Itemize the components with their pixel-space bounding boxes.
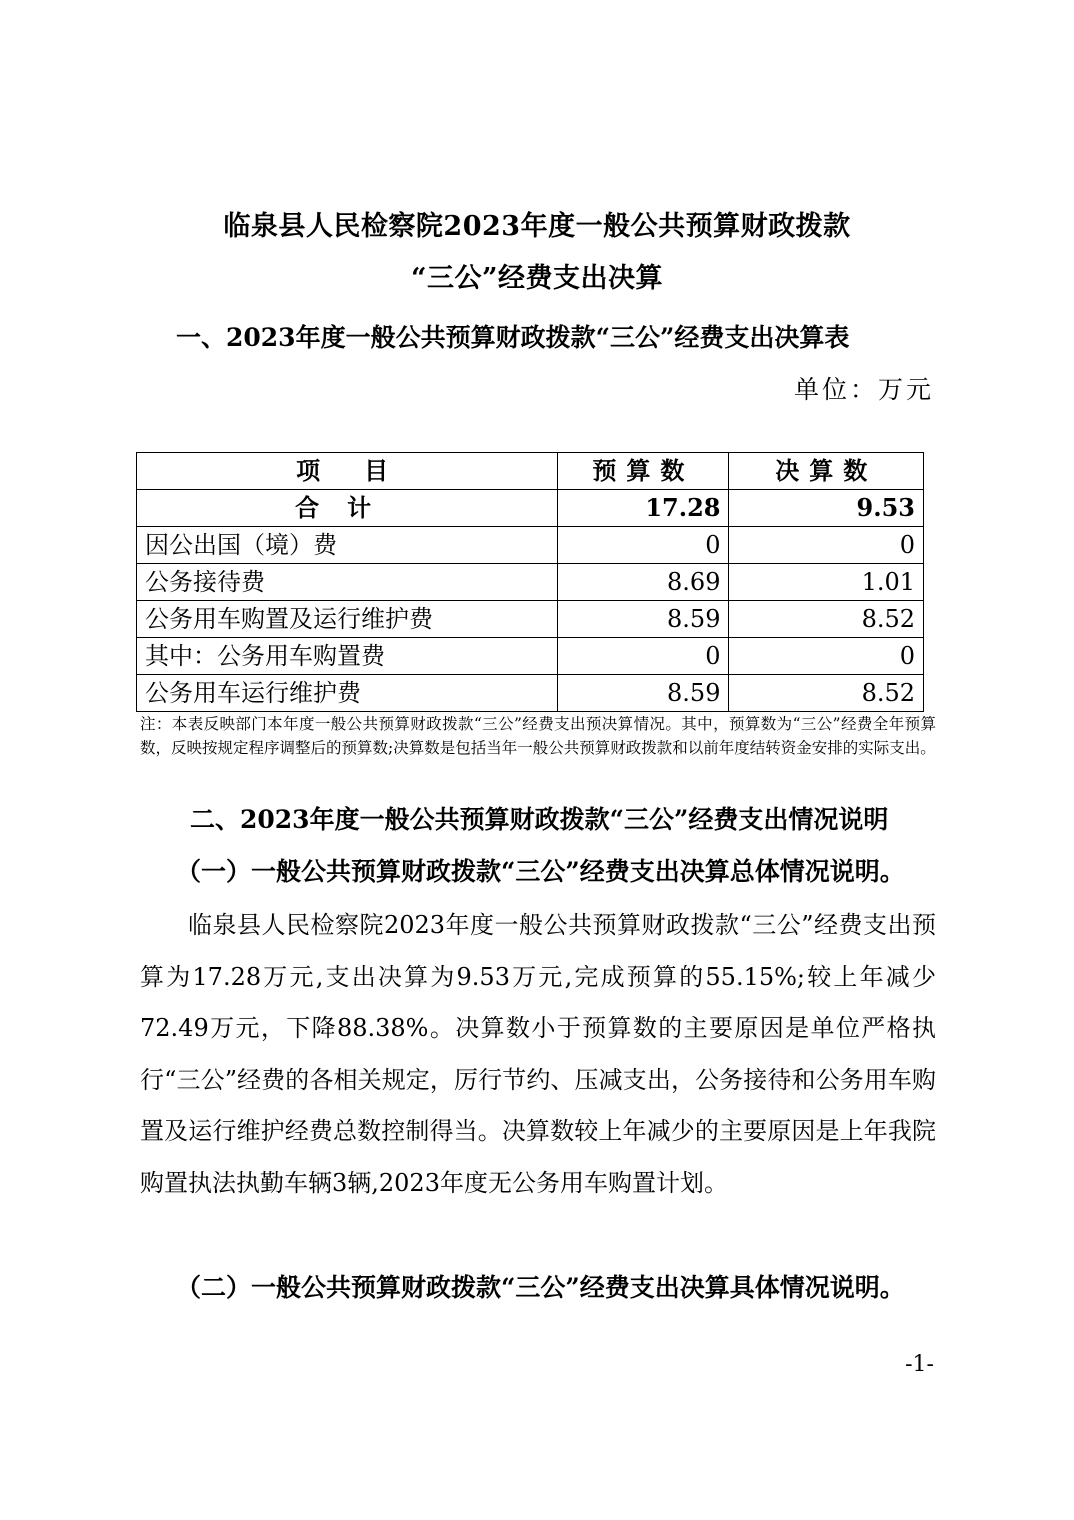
section1-heading: 一、2023年度一般公共预算财政拨款“三公”经费支出决算表 xyxy=(176,323,850,352)
row-budget: 8.69 xyxy=(558,564,729,601)
row-final: 1.01 xyxy=(729,564,924,601)
row-final: 0 xyxy=(729,527,924,564)
table-row xyxy=(137,564,924,601)
row-item: 公务接待费 xyxy=(137,564,558,601)
row-budget: 8.59 xyxy=(558,675,729,712)
row-final: 8.52 xyxy=(729,601,924,638)
document-title-line2: “三公”经费支出决算 xyxy=(410,263,664,294)
row-item: 其中：公务用车购置费 xyxy=(137,638,558,675)
table-row xyxy=(137,601,924,638)
row-item: 合计 xyxy=(137,490,558,527)
row-final: 9.53 xyxy=(729,490,924,527)
row-budget: 0 xyxy=(558,638,729,675)
row-final: 8.52 xyxy=(729,675,924,712)
section2-heading: 二、2023年度一般公共预算财政拨款“三公”经费支出情况说明 xyxy=(190,805,889,834)
row-item: 因公出国（境）费 xyxy=(137,527,558,564)
table-row xyxy=(137,638,924,675)
budget-table xyxy=(136,452,924,712)
header-item: 项 目 xyxy=(137,453,558,490)
overview-paragraph: 临泉县人民检察院2023年度一般公共预算财政拨款“三公”经费支出预算为17.28万元,支出决算为9.53万元,完成预算的55.15%;较上年减少72.49万元，下降88.38%。决算数小于预算数的主要原因是单位严格执行“三公”经费的各相关规定，厉行节约、压减支出，公务接待和公务用车购置及运行维护经费总数控制得当。决算数较上年减少的主要原因是上年我院购置执法执勤车辆3辆,2023年度无公务用车购置计划。 xyxy=(140,911,936,1197)
unit-label: 单位：万元 xyxy=(793,375,934,404)
row-budget: 0 xyxy=(558,527,729,564)
document-title-line1: 临泉县人民检察院2023年度一般公共预算财政拨款 xyxy=(223,211,851,242)
row-budget: 8.59 xyxy=(558,601,729,638)
table-header-row xyxy=(137,453,924,490)
table-row xyxy=(137,675,924,712)
row-budget: 17.28 xyxy=(558,490,729,527)
header-budget: 预算数 xyxy=(558,453,729,490)
table-note: 注：本表反映部门本年度一般公共预算财政拨款“三公”经费支出预决算情况。其中，预算数为“三公”经费全年预算数，反映按规定程序调整后的预算数;决算数是包括当年一般公共预算财政拨款和以前年度结转资金安排的实际支出。 xyxy=(140,715,936,757)
header-final: 决算数 xyxy=(729,453,924,490)
row-item: 公务用车购置及运行维护费 xyxy=(137,601,558,638)
table-row xyxy=(137,527,924,564)
row-item: 公务用车运行维护费 xyxy=(137,675,558,712)
subsection1-heading: （一）一般公共预算财政拨款“三公”经费支出决算总体情况说明。 xyxy=(176,857,905,886)
page-number: -1- xyxy=(905,1352,934,1377)
table-row-total xyxy=(137,490,924,527)
row-final: 0 xyxy=(729,638,924,675)
subsection2-heading: （二）一般公共预算财政拨款“三公”经费支出决算具体情况说明。 xyxy=(176,1273,905,1302)
